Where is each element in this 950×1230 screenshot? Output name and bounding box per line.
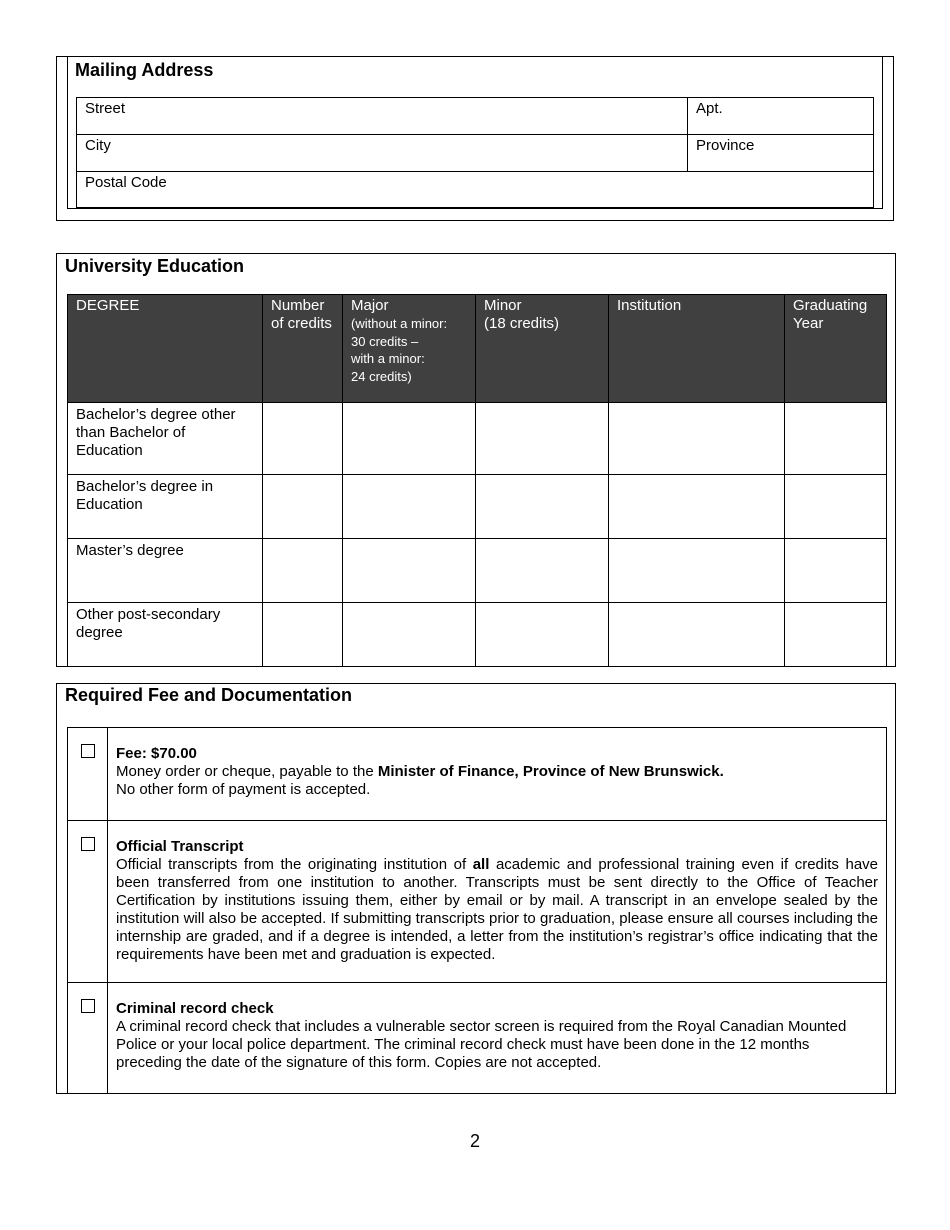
header-major-note-1: (without a minor: <box>351 316 448 331</box>
table-row <box>68 403 887 475</box>
institution-cell[interactable] <box>609 603 785 667</box>
table-row <box>68 475 887 539</box>
degree-label: Other post-secondary degree <box>68 603 263 667</box>
address-row-postal <box>77 172 873 208</box>
major-cell[interactable] <box>343 539 476 603</box>
header-graduating-year: Graduating Year <box>785 295 887 403</box>
list-item <box>68 821 887 983</box>
street-field[interactable]: Street <box>85 100 126 117</box>
transcript-checkbox[interactable] <box>81 837 95 851</box>
criminal-record-title: Criminal record check <box>116 1000 274 1017</box>
header-minor <box>476 295 609 403</box>
header-major-note-2: 30 credits – <box>351 333 419 349</box>
address-row-city <box>77 135 873 172</box>
degree-label: Bachelor’s degree other than Bachelor of Education <box>68 403 263 475</box>
degree-label: Bachelor’s degree in Education <box>68 475 263 539</box>
credits-cell[interactable] <box>263 475 343 539</box>
mailing-address-section <box>56 56 894 221</box>
institution-cell[interactable] <box>609 539 785 603</box>
header-institution: Institution <box>609 295 785 403</box>
major-cell[interactable] <box>343 603 476 667</box>
header-minor-label: Minor <box>484 297 522 314</box>
criminal-record-checkbox[interactable] <box>81 999 95 1013</box>
requirements-table <box>67 727 887 1094</box>
header-degree: DEGREE <box>68 295 263 403</box>
education-header-row <box>68 295 887 403</box>
graduating-year-cell[interactable] <box>785 475 887 539</box>
university-education-section <box>56 253 896 667</box>
education-table <box>67 294 887 667</box>
minor-cell[interactable] <box>476 475 609 539</box>
credits-cell[interactable] <box>263 539 343 603</box>
address-row-street <box>77 98 873 135</box>
degree-label: Master’s degree <box>68 539 263 603</box>
apt-field[interactable]: Apt. <box>687 98 873 134</box>
major-cell[interactable] <box>343 403 476 475</box>
major-cell[interactable] <box>343 475 476 539</box>
page-number: 2 <box>469 1131 480 1151</box>
university-education-title: University Education <box>65 256 245 276</box>
minor-cell[interactable] <box>476 603 609 667</box>
header-minor-note: (18 credits) <box>484 315 560 332</box>
table-row <box>68 603 887 667</box>
province-field[interactable]: Province <box>687 135 873 171</box>
table-row <box>68 539 887 603</box>
credits-cell[interactable] <box>263 603 343 667</box>
minor-cell[interactable] <box>476 539 609 603</box>
header-major-note-4: 24 credits) <box>351 368 412 384</box>
graduating-year-cell[interactable] <box>785 539 887 603</box>
fee-description: Money order or cheque, payable to the Minister of Finance, Province of New Brunswick. <box>116 763 724 780</box>
credits-cell[interactable] <box>263 403 343 475</box>
postal-code-field[interactable]: Postal Code <box>85 174 167 191</box>
fee-title: Fee: $70.00 <box>116 745 197 762</box>
list-item <box>68 728 887 821</box>
required-fee-section <box>56 683 896 1094</box>
city-field[interactable]: City <box>85 137 111 154</box>
header-credits: Number of credits <box>263 295 343 403</box>
institution-cell[interactable] <box>609 403 785 475</box>
fee-checkbox[interactable] <box>81 744 95 758</box>
mailing-address-grid <box>76 97 874 208</box>
transcript-description: Official transcripts from the originating institution of all academic and professional training even if credits have been transferred from one institution to another. Transcripts must be sent directly to the Office of Teacher Certification by institutions issuing them, either by email or by mail. A transcript in an envelope sealed by the institution will also be accepted. If submitting transcripts prior to graduation, please ensure all courses including the internship are graded, and if a degree is intended, a letter from the institution’s registrar’s office indicating that the requirements have been met and graduation is expected. <box>116 856 878 963</box>
transcript-title: Official Transcript <box>116 838 244 855</box>
criminal-record-description: A criminal record check that includes a vulnerable sector screen is required from the Royal Canadian Mounted Police or your local police department. The criminal record check must have been done in the 12 months preceding the date of the signature of this form. Copies are not accepted. <box>116 1018 847 1071</box>
minor-cell[interactable] <box>476 403 609 475</box>
graduating-year-cell[interactable] <box>785 403 887 475</box>
header-major <box>343 295 476 403</box>
list-item <box>68 983 887 1094</box>
graduating-year-cell[interactable] <box>785 603 887 667</box>
fee-note: No other form of payment is accepted. <box>116 781 371 798</box>
header-major-note-3: with a minor: <box>351 351 425 366</box>
institution-cell[interactable] <box>609 475 785 539</box>
header-major-label: Major <box>351 297 389 314</box>
mailing-address-title: Mailing Address <box>75 60 214 80</box>
required-fee-title: Required Fee and Documentation <box>65 685 353 705</box>
